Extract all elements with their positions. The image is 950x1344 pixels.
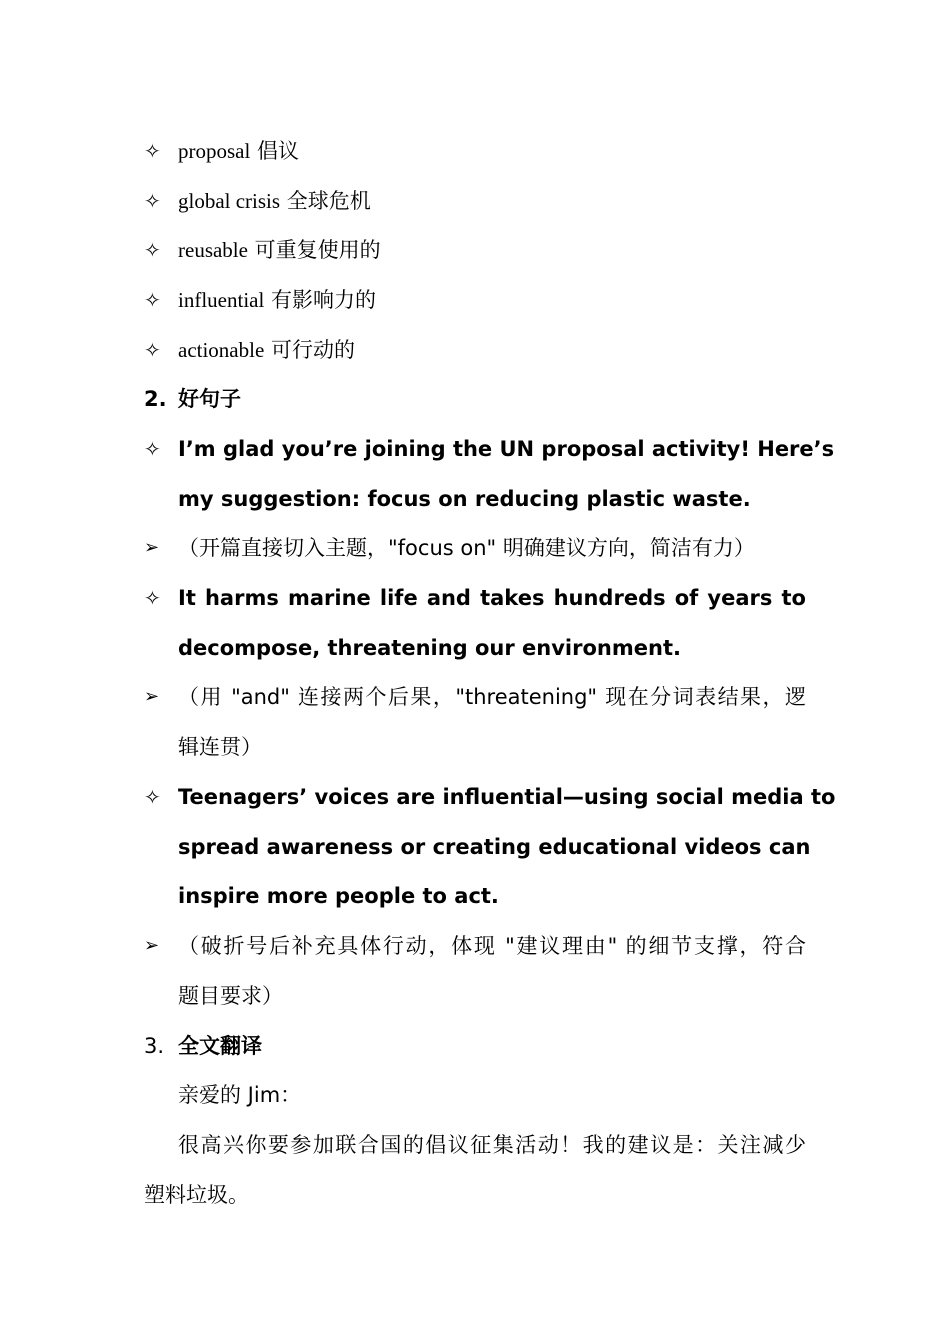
section-heading [144, 1021, 806, 1071]
vocab-english: influential [178, 288, 265, 312]
vocab-english: global crisis [178, 189, 281, 213]
note-line [144, 971, 806, 1021]
vocab-english: actionable [178, 338, 265, 362]
note-line [144, 672, 806, 722]
sentence-english: my suggestion: focus on reducing plastic waste. [178, 487, 751, 511]
star-bullet-icon: ✧ [144, 139, 161, 163]
sentence-english: I’m glad you’re joining the UN proposal activity! Here’s [178, 437, 835, 461]
section-title: 全文翻译 [178, 1034, 262, 1058]
translation-greeting-line [144, 1070, 806, 1120]
sentence-note: 辑连贯） [178, 735, 262, 759]
star-bullet-icon: ✧ [144, 586, 161, 610]
translation-paragraph-line [144, 1170, 806, 1220]
sentence-note: （用 "and" 连接两个后果，"threatening" 现在分词表结果，逻 [178, 685, 806, 709]
sentence-line [144, 772, 836, 822]
translation-paragraph-line [144, 1120, 806, 1170]
sentence-line [144, 871, 806, 921]
section-heading [144, 374, 806, 424]
star-bullet-icon: ✧ [144, 437, 161, 461]
sentence-line [144, 573, 806, 623]
sentence-english: decompose, threatening our environment. [178, 636, 681, 660]
vocab-item [144, 325, 806, 375]
vocab-chinese: 可重复使用的 [254, 238, 381, 262]
vocab-chinese: 有影响力的 [271, 288, 376, 312]
sentence-line [144, 623, 806, 673]
vocab-item [144, 275, 806, 325]
sentence-note: 题目要求） [178, 984, 283, 1008]
translation-paragraph: 塑料垃圾。 [144, 1183, 249, 1207]
section-number: 3. [144, 1034, 165, 1058]
vocab-item [144, 126, 806, 176]
star-bullet-icon: ✧ [144, 785, 161, 809]
arrow-bullet-icon: ➢ [144, 935, 160, 956]
sentence-english: inspire more people to act. [178, 884, 499, 908]
sentence-english: Teenagers’ voices are influential—using social media to [178, 785, 836, 809]
vocab-item [144, 176, 806, 226]
note-line [144, 921, 806, 971]
translation-paragraph: 很高兴你要参加联合国的倡议征集活动！我的建议是：关注减少 [178, 1133, 806, 1157]
star-bullet-icon: ✧ [144, 338, 161, 362]
vocab-english: proposal [178, 139, 251, 163]
arrow-bullet-icon: ➢ [144, 686, 160, 707]
arrow-bullet-icon: ➢ [144, 537, 160, 558]
translation-greeting: 亲爱的 Jim： [178, 1083, 302, 1107]
vocab-english: reusable [178, 238, 248, 262]
sentence-line [144, 424, 835, 474]
vocab-chinese: 全球危机 [286, 189, 371, 213]
star-bullet-icon: ✧ [144, 238, 161, 262]
sentence-english: spread awareness or creating educational videos can [178, 835, 811, 859]
star-bullet-icon: ✧ [144, 189, 161, 213]
vocab-chinese: 可行动的 [270, 338, 355, 362]
sentence-line [144, 474, 806, 524]
vocab-chinese: 倡议 [257, 139, 300, 163]
vocab-item [144, 225, 806, 275]
sentence-line [144, 822, 811, 872]
section-number: 2. [144, 387, 167, 411]
sentence-english: It harms marine life and takes hundreds of years to [178, 586, 806, 610]
star-bullet-icon: ✧ [144, 288, 161, 312]
note-line [144, 523, 806, 573]
note-line [144, 722, 806, 772]
sentence-note: （开篇直接切入主题，"focus on" 明确建议方向，简洁有力） [178, 536, 755, 560]
section-title: 好句子 [178, 387, 241, 411]
sentence-note: （破折号后补充具体行动，体现 "建议理由" 的细节支撑，符合 [178, 934, 806, 958]
